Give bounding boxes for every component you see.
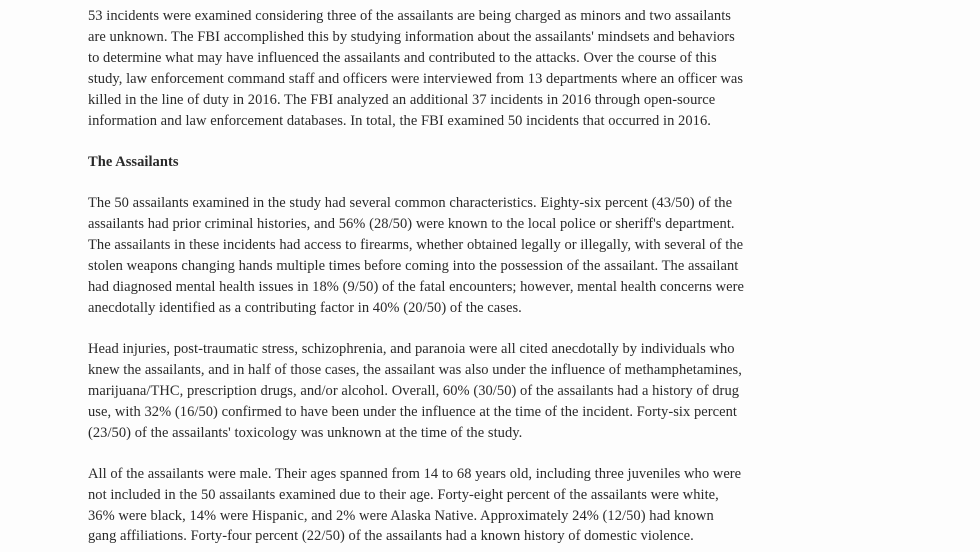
text-line: anecdotally identified as a contributing factor in 40% (20/50) of the cases.	[88, 300, 522, 316]
text-line: information and law enforcement databases. In total, the FBI examined 50 incidents that occurred in 2016.	[88, 113, 711, 129]
text-line: study, law enforcement command staff and officers were interviewed from 13 departments where an officer was	[88, 71, 744, 87]
text-line: assailants had prior criminal histories, and 56% (28/50) were known to the local police or sheriff's department.	[88, 216, 735, 232]
text-line: had diagnosed mental health issues in 18% (9/50) of the fatal encounters; however, mental health concerns were	[88, 279, 744, 295]
text-line: killed in the line of duty in 2016. The FBI analyzed an additional 37 incidents in 2016 through open-source	[88, 92, 716, 108]
text-line: Head injuries, post-traumatic stress, schizophrenia, and paranoia were all cited anecdotally by individuals who	[88, 341, 735, 357]
text-line: are unknown. The FBI accomplished this by studying information about the assailants' mindsets and behaviors	[88, 29, 735, 45]
text-line: (23/50) of the assailants' toxicology was unknown at the time of the study.	[88, 425, 523, 441]
section-heading: The Assailants	[88, 154, 179, 170]
text-line: stolen weapons changing hands multiple times before coming into the possession of the assailant. The assailant	[88, 258, 739, 274]
text-line: The 50 assailants examined in the study had several common characteristics. Eighty-six percent (43/50) of the	[88, 195, 733, 211]
text-line: use, with 32% (16/50) confirmed to have been under the influence at the time of the incident. Forty-six percent	[88, 404, 737, 420]
text-line: The assailants in these incidents had access to firearms, whether obtained legally or illegally, with several of the	[88, 237, 744, 253]
text-line: 36% were black, 14% were Hispanic, and 2% were Alaska Native. Approximately 24% (12/50) had known	[88, 508, 714, 524]
text-line: gang affiliations. Forty-four percent (22/50) of the assailants had a known history of domestic violence.	[88, 528, 694, 544]
text-line: to determine what may have influenced the assailants and contributed to the attacks. Over the course of this	[88, 50, 717, 66]
text-line: marijuana/THC, prescription drugs, and/or alcohol. Overall, 60% (30/50) of the assailants had a history of drug	[88, 383, 740, 399]
text-line: knew the assailants, and in half of those cases, the assailant was also under the influence of methamphetamines,	[88, 362, 742, 378]
text-line: not included in the 50 assailants examined due to their age. Forty-eight percent of the assailants were white,	[88, 487, 719, 503]
text-line: All of the assailants were male. Their ages spanned from 14 to 68 years old, including three juveniles who were	[88, 466, 742, 482]
text-line: 53 incidents were examined considering three of the assailants are being charged as minors and two assailants	[88, 8, 731, 24]
